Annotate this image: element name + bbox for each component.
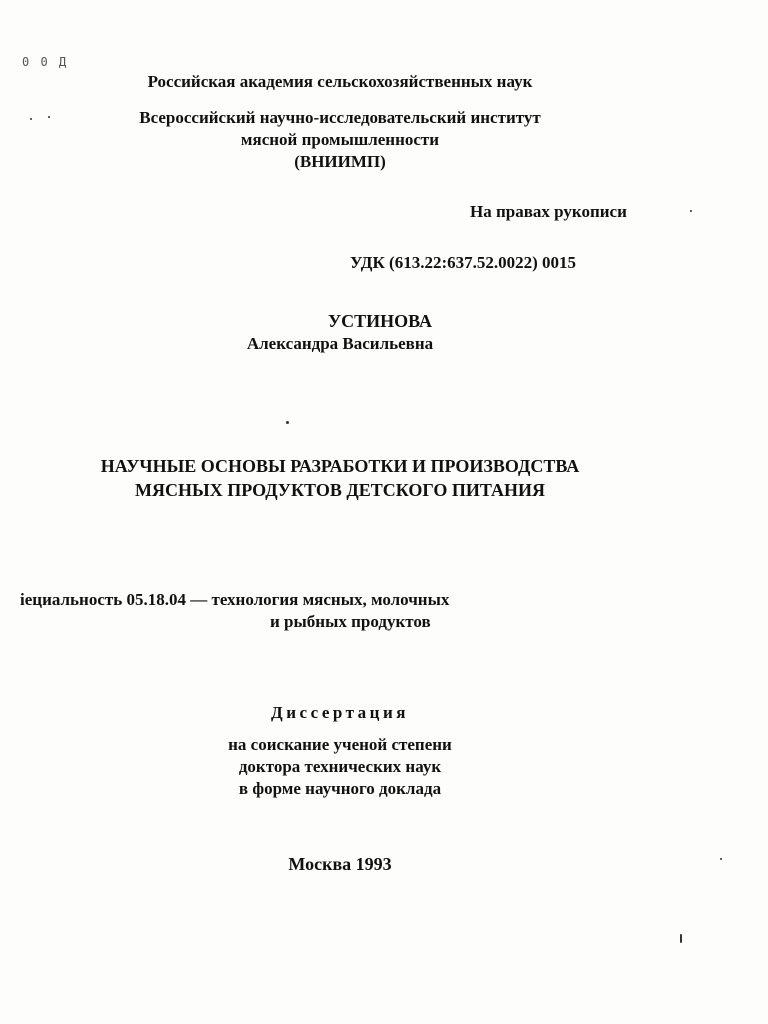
degree-line3: в форме научного доклада [238, 779, 442, 798]
degree-line2: доктора технических наук [238, 757, 442, 776]
organization-academy: Российская академия сельскохозяйственных наук [147, 72, 533, 91]
specialty-line1: іециальность 05.18.04 — технология мясных, молочных [20, 590, 450, 609]
specialty-line2: и рыбных продуктов [270, 612, 431, 631]
scan-speck [30, 118, 32, 120]
scan-speck [286, 421, 289, 424]
city-year: Москва 1993 [288, 854, 392, 874]
scan-speck [720, 858, 722, 860]
author-given-names: Александра Васильевна [246, 334, 434, 353]
corner-stamp-marks: 0 0 Д [22, 55, 69, 69]
scan-speck [680, 934, 682, 943]
organization-institute-field: мясной промышленности [240, 130, 440, 149]
udk-code: УДК (613.22:637.52.0022) 0015 [350, 253, 577, 272]
dissertation-title-line1: НАУЧНЫЕ ОСНОВЫ РАЗРАБОТКИ И ПРОИЗВОДСТВА [100, 456, 580, 476]
organization-abbreviation: (ВНИИМП) [294, 152, 386, 171]
dissertation-title-line2: МЯСНЫХ ПРОДУКТОВ ДЕТСКОГО ПИТАНИЯ [135, 480, 545, 500]
author-surname: УСТИНОВА [327, 311, 433, 331]
degree-line1: на соискание ученой степени [228, 735, 452, 754]
work-type-heading: Диссертация [271, 703, 409, 722]
organization-institute: Всероссийский научно-исследовательский институт [139, 108, 541, 127]
scan-speck [690, 210, 692, 212]
scan-speck [48, 116, 50, 118]
rights-notice: На правах рукописи [470, 202, 627, 221]
